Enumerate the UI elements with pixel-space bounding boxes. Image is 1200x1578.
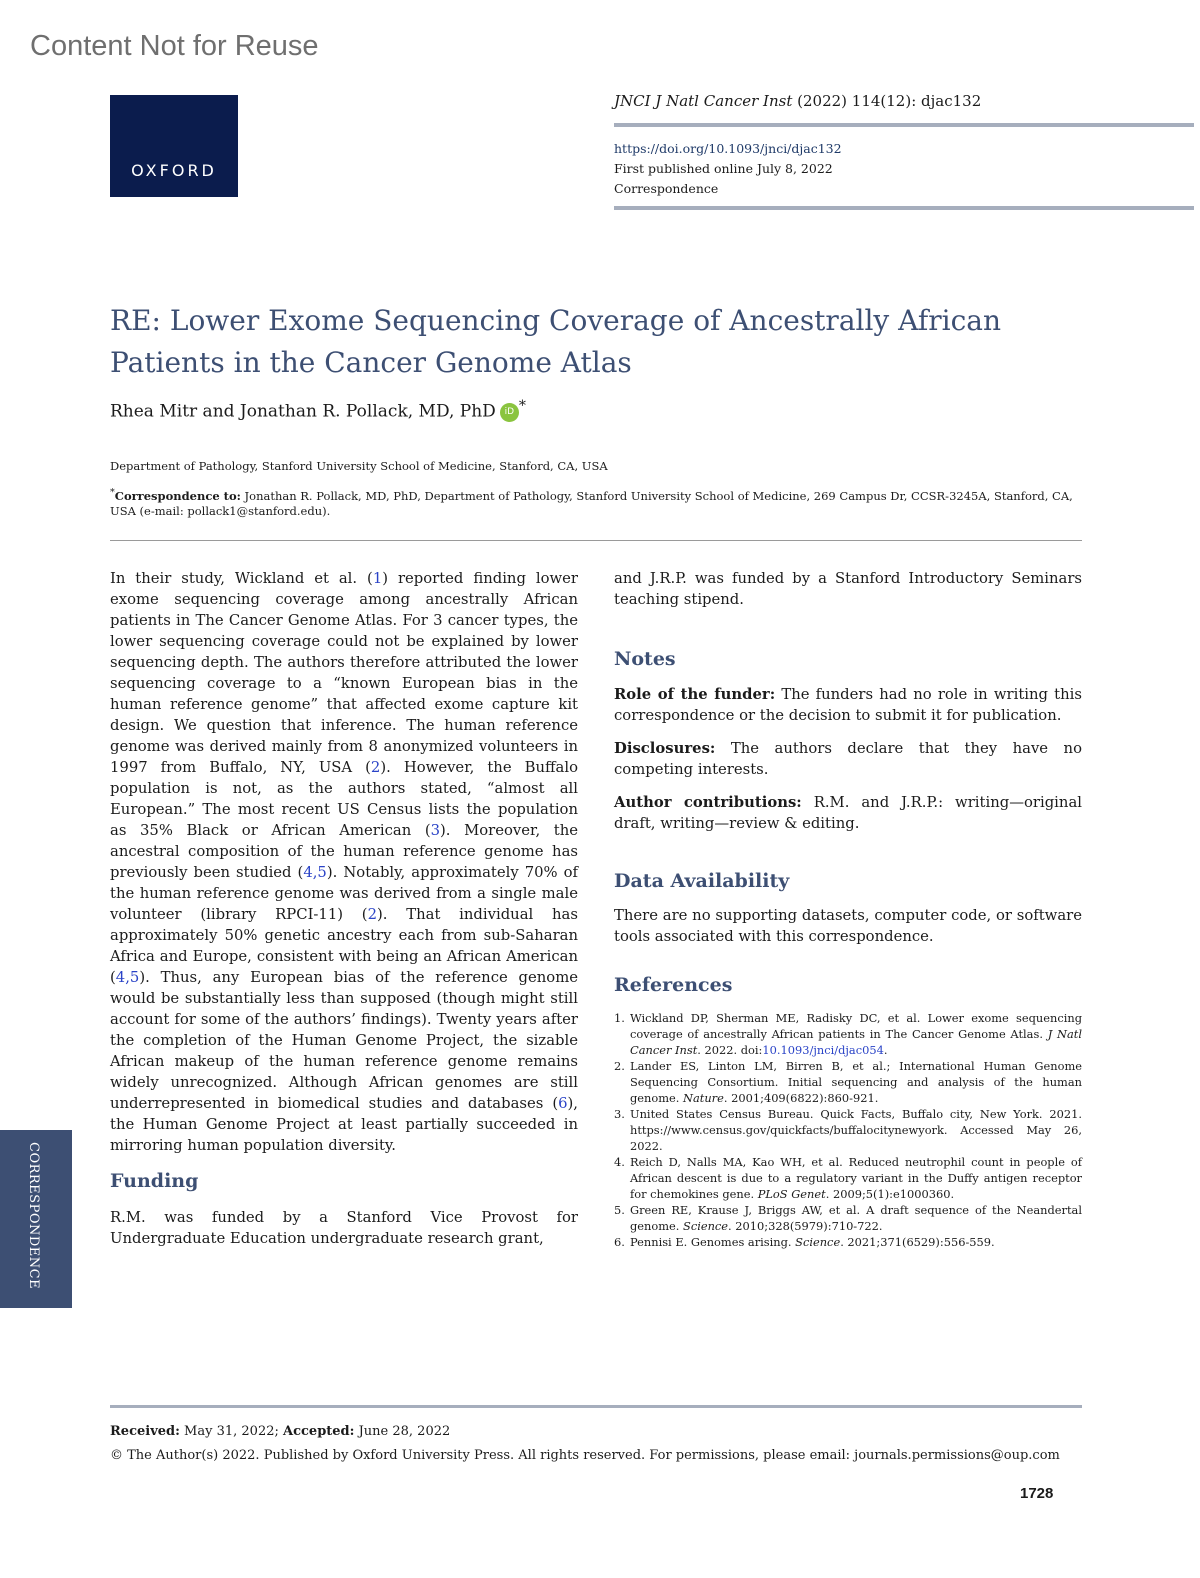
citation-link[interactable]: 4,5	[115, 969, 140, 986]
header-rule-top	[614, 123, 1194, 127]
funding-heading: Funding	[110, 1170, 199, 1192]
orcid-icon[interactable]: iD	[500, 403, 519, 422]
reference-list	[614, 1010, 1082, 1250]
footer-rule	[110, 1405, 1082, 1408]
article-title: RE: Lower Exome Sequencing Coverage of Ancestrally African Patients in the Cancer Genome Atlas	[110, 304, 1001, 379]
doi-link[interactable]: https://doi.org/10.1093/jnci/djac132	[614, 141, 842, 156]
logo-text: OXFORD	[131, 161, 217, 180]
citation-journal: JNCI J Natl Cancer Inst	[614, 92, 793, 110]
published-date: First published online July 8, 2022	[614, 161, 833, 176]
author-line	[110, 398, 526, 422]
correspondence-text: Jonathan R. Pollack, MD, PhD, Department of Pathology, Stanford University School of Medicine, 269 Campus Dr, CCSR-3245A, Stanford, CA, USA (e-mail: pollack1@stanford.edu).	[110, 488, 1073, 518]
copyright-notice: © The Author(s) 2022. Published by Oxford University Press. All rights reserved. For permissions, please email: journals.permissions@oup.com	[110, 1448, 1060, 1463]
page-number: 1728	[1020, 1485, 1054, 1502]
side-tab-label: CORRESPONDENCE	[26, 1142, 41, 1290]
notes-heading: Notes	[614, 648, 676, 670]
reference-item: 4. Reich D, Nalls MA, Kao WH, et al. Reduced neutrophil count in people of African descent is due to a regulatory variant in the Duffy antigen receptor for chemokines gene. PLoS Genet. 2009;5(1):e1000360.	[614, 1155, 1082, 1201]
citation-link[interactable]: 2	[370, 759, 381, 776]
data-availability-heading: Data Availability	[614, 870, 790, 892]
reference-item: 5. Green RE, Krause J, Briggs AW, et al. A draft sequence of the Neandertal genome. Science. 2010;328(5979):710-722.	[614, 1203, 1082, 1233]
correspondence-star: *	[110, 487, 115, 498]
citation-link[interactable]: 3	[430, 822, 441, 839]
authors: Rhea Mitr and Jonathan R. Pollack, MD, PhD	[110, 401, 496, 422]
correspondence-label: Correspondence to:	[114, 488, 241, 503]
citation-link[interactable]: 1	[372, 570, 383, 587]
funding-text-continued: and J.R.P. was funded by a Stanford Introductory Seminars teaching stipend.	[614, 570, 1082, 608]
journal-citation	[614, 92, 981, 110]
citation-link[interactable]: 2	[367, 906, 377, 923]
section-side-tab	[0, 1130, 72, 1308]
citation-link[interactable]: 6	[558, 1095, 568, 1112]
reference-item: 2. Lander ES, Linton LM, Birren B, et al.; International Human Genome Sequencing Consortium. Initial sequencing and analysis of the human genome. Nature. 2001;409(6822):860-921.	[614, 1059, 1082, 1105]
watermark-text: Content Not for Reuse	[30, 30, 319, 62]
publication-info	[614, 159, 833, 199]
corresponding-author-mark: *	[518, 398, 526, 414]
article-type: Correspondence	[614, 181, 719, 196]
author-contributions: Author contributions: R.M. and J.R.P.: writing—original draft, writing—review & editing.	[614, 794, 1082, 832]
left-column	[110, 568, 578, 1156]
role-of-funder: Role of the funder: The funders had no role in writing this correspondence or the decision to submit it for publication.	[614, 686, 1082, 724]
disclosures: Disclosures: The authors declare that they have no competing interests.	[614, 740, 1082, 778]
reference-item: 3. United States Census Bureau. Quick Facts, Buffalo city, New York. 2021. https://www.census.gov/quickfacts/buffalocitynewyork. Accessed May 26, 2022.	[614, 1107, 1082, 1153]
reference-item: 1. Wickland DP, Sherman ME, Radisky DC, et al. Lower exome sequencing coverage of ancestrally African patients in The Cancer Genome Atlas. J Natl Cancer Inst. 2022. doi:10.1093/jnci/djac054.	[614, 1011, 1083, 1057]
oxford-logo	[110, 95, 238, 197]
section-divider	[110, 540, 1082, 541]
affiliation: Department of Pathology, Stanford University School of Medicine, Stanford, CA, USA	[110, 459, 608, 473]
reference-item: 6. Pennisi E. Genomes arising. Science. 2021;371(6529):556-559.	[614, 1235, 995, 1249]
funding-text: R.M. was funded by a Stanford Vice Provost for Undergraduate Education undergraduate research grant,	[110, 1209, 578, 1247]
references-heading: References	[614, 974, 733, 996]
reference-doi-link[interactable]: 10.1093/jnci/djac054	[762, 1043, 884, 1057]
correspondence-note	[110, 485, 1082, 519]
header-rule-bottom	[614, 206, 1194, 210]
citation-volume: (2022) 114(12): djac132	[792, 92, 982, 110]
data-availability-text: There are no supporting datasets, computer code, or software tools associated with this correspondence.	[614, 907, 1082, 945]
received-accepted: Received: May 31, 2022; Accepted: June 28, 2022	[110, 1424, 451, 1439]
citation-link[interactable]: 4,5	[303, 864, 327, 881]
body-paragraph: In their study, Wickland et al. (1) reported finding lower exome sequencing coverage among ancestrally African patients in The Cancer Genome Atlas. For 3 cancer types, the lower sequencing coverage could not be explained by lower sequencing depth. The authors therefore attributed the lower sequencing coverage to a “known European bias in the human reference genome” that affected exome capture kit design. We question that inference. The human reference genome was derived mainly from 8 anonymized volunteers in 1997 from Buffalo, NY, USA (2). However, the Buffalo population is not, as the authors stated, “almost all European.” The most recent US Census lists the population as 35% Black or African American (3). Moreover, the ancestral composition of the human reference genome has previously been studied (4,5). Notably, approximately 70% of the human reference genome was derived from a single male volunteer (library RPCI-11) (2). That individual has approximately 50% genetic ancestry each from sub-Saharan Africa and Europe, consistent with being an African American (4,5). Thus, any European bias of the reference genome would be substantially less than supposed (though might still account for some of the authors’ findings). Twenty years after the completion of the Human Genome Project, the sizable African makeup of the human reference genome remains widely unrecognized. Although African genomes are still underrepresented in biomedical studies and databases (6), the Human Genome Project at least partially succeeded in mirroring human population diversity.	[110, 570, 578, 1154]
